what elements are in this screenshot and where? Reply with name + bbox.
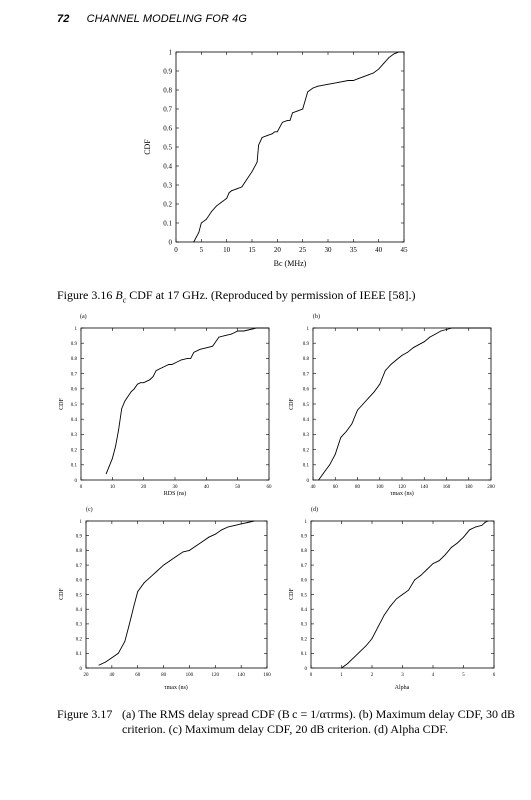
data-point bbox=[112, 458, 113, 459]
y-tick-label: 0.4 bbox=[163, 162, 172, 171]
series-line bbox=[342, 521, 488, 668]
data-point bbox=[277, 131, 278, 132]
data-point bbox=[399, 52, 400, 53]
y-tick-label: 0.5 bbox=[75, 593, 82, 599]
data-point bbox=[200, 349, 201, 350]
data-point bbox=[131, 616, 132, 617]
x-tick-label: 0 bbox=[79, 485, 83, 490]
y-tick-label: 1 bbox=[306, 326, 309, 332]
data-point bbox=[201, 223, 202, 224]
data-point bbox=[318, 86, 319, 87]
data-point bbox=[115, 446, 116, 447]
data-point bbox=[324, 472, 325, 473]
caption-text: CDF at 17 GHz. (Reproduced by permission of IEEE [58].) bbox=[126, 288, 416, 302]
data-point bbox=[256, 328, 257, 329]
x-axis-label: Alpha bbox=[394, 685, 410, 691]
data-point bbox=[172, 364, 173, 365]
y-tick-label: 0.8 bbox=[300, 549, 307, 555]
data-point bbox=[480, 328, 481, 329]
x-tick-label: 60 bbox=[135, 673, 141, 678]
data-point bbox=[189, 550, 190, 551]
x-tick-label: 3 bbox=[401, 673, 404, 678]
page-number: 72 bbox=[57, 13, 70, 25]
x-tick-label: 20 bbox=[141, 485, 147, 490]
data-point bbox=[258, 145, 259, 146]
data-point bbox=[183, 552, 184, 553]
data-point bbox=[439, 560, 440, 561]
data-point bbox=[390, 606, 391, 607]
y-tick-label: 0.2 bbox=[70, 448, 77, 454]
y-tick-label: 0.2 bbox=[75, 637, 82, 643]
data-point bbox=[99, 665, 100, 666]
data-point bbox=[463, 328, 464, 329]
data-point bbox=[168, 364, 169, 365]
caption-text: (a) The RMS delay spread CDF (B c = 1/ατrms). (b) Maximum delay CDF, 30 dB criterion. (c) Maximum delay CDF, 20 dB criterion. (d) Alpha CDF. bbox=[122, 707, 516, 736]
chart-fig317d bbox=[289, 506, 496, 691]
x-tick-label: 120 bbox=[398, 485, 406, 490]
x-tick-label: 10 bbox=[109, 485, 115, 490]
data-point bbox=[328, 84, 329, 85]
data-point bbox=[206, 219, 207, 220]
data-point bbox=[157, 571, 158, 572]
panel-label: (d) bbox=[311, 507, 318, 513]
data-point bbox=[420, 575, 421, 576]
data-point bbox=[463, 537, 464, 538]
data-point bbox=[237, 331, 238, 332]
x-axis-label: τmax (ns) bbox=[390, 491, 414, 497]
panel-label: (a) bbox=[80, 314, 87, 320]
chart-fig317b bbox=[289, 313, 495, 497]
series-line bbox=[319, 328, 491, 480]
data-point bbox=[244, 331, 245, 332]
x-tick-label: 30 bbox=[324, 246, 332, 254]
x-tick-label: 80 bbox=[355, 485, 360, 490]
y-tick-label: 0.1 bbox=[300, 652, 307, 658]
data-point bbox=[176, 556, 177, 557]
x-axis-label: RDS (ns) bbox=[163, 491, 187, 497]
data-point bbox=[156, 370, 157, 371]
data-point bbox=[211, 211, 212, 212]
data-point bbox=[338, 82, 339, 83]
data-point bbox=[457, 328, 458, 329]
data-point bbox=[137, 591, 138, 592]
data-point bbox=[247, 522, 248, 523]
data-point bbox=[485, 328, 486, 329]
x-tick-label: 4 bbox=[431, 673, 435, 678]
y-tick-label: 0.5 bbox=[302, 402, 309, 408]
y-tick-label: 1 bbox=[304, 519, 307, 525]
data-point bbox=[190, 358, 191, 359]
y-tick-label: 0 bbox=[79, 666, 82, 672]
data-point bbox=[481, 525, 482, 526]
y-tick-label: 1 bbox=[74, 326, 77, 332]
caption-label: Figure 3.17 bbox=[57, 707, 113, 721]
x-axis-label: τmax (ns) bbox=[164, 685, 188, 691]
data-point bbox=[384, 615, 385, 616]
data-point bbox=[318, 480, 319, 481]
y-tick-label: 1 bbox=[168, 48, 172, 57]
x-tick-label: 1 bbox=[340, 673, 343, 678]
data-point bbox=[290, 120, 291, 121]
y-tick-label: 0.4 bbox=[75, 607, 82, 613]
x-tick-label: 140 bbox=[420, 485, 428, 490]
data-point bbox=[373, 73, 374, 74]
y-axis-label: CDF bbox=[59, 398, 65, 410]
data-point bbox=[159, 369, 160, 370]
y-tick-label: 0.6 bbox=[300, 578, 307, 584]
y-tick-label: 0.9 bbox=[70, 341, 77, 347]
y-tick-label: 0.9 bbox=[300, 534, 307, 540]
y-tick-label: 0.3 bbox=[300, 622, 307, 628]
data-point bbox=[335, 454, 336, 455]
caption-label: Figure 3.16 bbox=[57, 288, 113, 302]
x-axis-label: Bc (MHz) bbox=[273, 259, 307, 268]
data-point bbox=[181, 360, 182, 361]
data-point bbox=[407, 352, 408, 353]
x-tick-label: 10 bbox=[223, 246, 231, 254]
data-point bbox=[124, 641, 125, 642]
data-point bbox=[414, 579, 415, 580]
data-point bbox=[137, 384, 138, 385]
data-point bbox=[163, 565, 164, 566]
data-point bbox=[143, 382, 144, 383]
data-point bbox=[469, 529, 470, 530]
data-point bbox=[231, 334, 232, 335]
data-point bbox=[347, 663, 348, 664]
data-point bbox=[215, 534, 216, 535]
data-point bbox=[267, 135, 268, 136]
data-point bbox=[391, 364, 392, 365]
y-tick-label: 0.1 bbox=[163, 219, 172, 228]
x-tick-label: 20 bbox=[83, 673, 89, 678]
data-point bbox=[229, 192, 230, 193]
data-point bbox=[128, 396, 129, 397]
data-point bbox=[219, 337, 220, 338]
x-tick-label: 100 bbox=[185, 673, 194, 678]
data-point bbox=[474, 328, 475, 329]
data-point bbox=[396, 599, 397, 600]
data-point bbox=[272, 133, 273, 134]
data-point bbox=[175, 363, 176, 364]
data-point bbox=[242, 187, 243, 188]
x-tick-label: 160 bbox=[263, 673, 271, 678]
data-point bbox=[165, 366, 166, 367]
data-point bbox=[131, 391, 132, 392]
data-point bbox=[262, 328, 263, 329]
x-tick-label: 40 bbox=[109, 673, 115, 678]
series-line bbox=[106, 328, 269, 474]
data-point bbox=[170, 560, 171, 561]
x-tick-label: 25 bbox=[299, 246, 307, 254]
x-tick-label: 200 bbox=[487, 485, 495, 490]
data-point bbox=[348, 80, 349, 81]
data-point bbox=[402, 594, 403, 595]
data-point bbox=[153, 376, 154, 377]
y-tick-label: 0.6 bbox=[70, 387, 77, 393]
y-tick-label: 0.7 bbox=[70, 372, 77, 378]
data-point bbox=[491, 328, 492, 329]
x-tick-label: 60 bbox=[332, 485, 338, 490]
data-point bbox=[341, 668, 342, 669]
data-point bbox=[358, 78, 359, 79]
y-tick-label: 0.8 bbox=[302, 357, 309, 363]
data-point bbox=[225, 335, 226, 336]
series-line bbox=[194, 52, 404, 242]
y-tick-label: 0.2 bbox=[163, 200, 172, 209]
y-tick-label: 0 bbox=[304, 666, 307, 672]
x-tick-label: 0 bbox=[309, 673, 313, 678]
data-point bbox=[346, 431, 347, 432]
x-tick-label: 40 bbox=[310, 485, 316, 490]
data-point bbox=[446, 329, 447, 330]
y-tick-label: 0 bbox=[168, 238, 172, 247]
data-point bbox=[234, 525, 235, 526]
data-point bbox=[252, 171, 253, 172]
y-tick-label: 0.3 bbox=[163, 181, 172, 190]
data-point bbox=[379, 384, 380, 385]
panel-label: (c) bbox=[86, 507, 93, 513]
y-tick-label: 0.6 bbox=[75, 578, 82, 584]
y-tick-label: 0.1 bbox=[302, 463, 309, 469]
data-point bbox=[372, 638, 373, 639]
x-tick-label: 45 bbox=[400, 246, 408, 254]
data-point bbox=[187, 358, 188, 359]
data-point bbox=[441, 331, 442, 332]
data-point bbox=[452, 328, 453, 329]
data-point bbox=[485, 522, 486, 523]
plot-frame bbox=[81, 328, 269, 480]
y-tick-label: 0.5 bbox=[70, 402, 77, 408]
plot-frame bbox=[313, 328, 491, 480]
y-axis-label: CDF bbox=[289, 588, 295, 600]
data-point bbox=[221, 202, 222, 203]
data-point bbox=[388, 57, 389, 58]
data-point bbox=[383, 63, 384, 64]
y-tick-label: 0 bbox=[306, 478, 309, 484]
data-point bbox=[307, 92, 308, 93]
data-point bbox=[292, 112, 293, 113]
data-point bbox=[198, 232, 199, 233]
data-point bbox=[378, 69, 379, 70]
data-point bbox=[125, 401, 126, 402]
data-point bbox=[144, 582, 145, 583]
data-point bbox=[196, 546, 197, 547]
data-point bbox=[385, 370, 386, 371]
data-point bbox=[162, 367, 163, 368]
x-tick-label: 140 bbox=[237, 673, 245, 678]
data-point bbox=[488, 521, 489, 522]
data-point bbox=[287, 120, 288, 121]
y-tick-label: 0.4 bbox=[302, 417, 309, 423]
x-tick-label: 50 bbox=[235, 485, 241, 490]
data-point bbox=[247, 179, 248, 180]
x-tick-label: 60 bbox=[266, 485, 272, 490]
data-point bbox=[221, 529, 222, 530]
y-tick-label: 0.6 bbox=[163, 124, 172, 133]
data-point bbox=[396, 360, 397, 361]
data-point bbox=[193, 242, 194, 243]
chart-fig317a bbox=[59, 313, 272, 497]
data-point bbox=[363, 404, 364, 405]
data-point bbox=[212, 346, 213, 347]
data-point bbox=[357, 410, 358, 411]
data-point bbox=[250, 329, 251, 330]
data-point bbox=[413, 347, 414, 348]
x-tick-label: 40 bbox=[203, 485, 209, 490]
series-line bbox=[99, 521, 254, 665]
data-point bbox=[262, 137, 263, 138]
data-point bbox=[378, 626, 379, 627]
y-tick-label: 0.3 bbox=[70, 433, 77, 439]
x-tick-label: 15 bbox=[248, 246, 256, 254]
panel-label: (b) bbox=[313, 314, 320, 320]
data-point bbox=[121, 408, 122, 409]
data-point bbox=[274, 131, 275, 132]
x-tick-label: 6 bbox=[492, 673, 496, 678]
data-point bbox=[208, 537, 209, 538]
x-tick-label: 30 bbox=[172, 485, 178, 490]
plot-frame bbox=[86, 521, 267, 668]
y-tick-label: 0.4 bbox=[300, 607, 307, 613]
y-tick-label: 0.7 bbox=[302, 372, 309, 378]
x-tick-label: 120 bbox=[211, 673, 220, 678]
data-point bbox=[402, 355, 403, 356]
y-axis-label: CDF bbox=[143, 139, 152, 155]
data-point bbox=[329, 464, 330, 465]
y-tick-label: 0.7 bbox=[75, 563, 82, 569]
x-tick-label: 160 bbox=[442, 485, 451, 490]
data-point bbox=[112, 657, 113, 658]
data-point bbox=[475, 527, 476, 528]
x-tick-label: 100 bbox=[376, 485, 384, 490]
data-point bbox=[374, 391, 375, 392]
y-tick-label: 0.8 bbox=[163, 86, 172, 95]
data-point bbox=[228, 527, 229, 528]
data-point bbox=[427, 569, 428, 570]
chart-fig316 bbox=[143, 48, 408, 268]
y-tick-label: 0.8 bbox=[70, 357, 77, 363]
x-tick-label: 180 bbox=[465, 485, 473, 490]
chart-fig317c bbox=[59, 506, 271, 691]
data-point bbox=[105, 662, 106, 663]
y-tick-label: 0.9 bbox=[75, 534, 82, 540]
data-point bbox=[368, 398, 369, 399]
x-tick-label: 40 bbox=[375, 246, 383, 254]
figure-3-16-caption: Figure 3.16 $B_c$ CDF at 17 GHz. (Reproduced by permission of IEEE [58].) bbox=[57, 288, 416, 305]
data-point bbox=[269, 328, 270, 329]
y-tick-label: 0.3 bbox=[75, 622, 82, 628]
y-tick-label: 0.3 bbox=[302, 433, 309, 439]
y-tick-label: 0.2 bbox=[302, 448, 309, 454]
data-point bbox=[106, 474, 107, 475]
data-point bbox=[146, 381, 147, 382]
data-point bbox=[133, 606, 134, 607]
data-point bbox=[282, 122, 283, 123]
data-point bbox=[418, 344, 419, 345]
y-tick-label: 0.6 bbox=[302, 387, 309, 393]
data-point bbox=[236, 188, 237, 189]
y-tick-label: 0.5 bbox=[300, 593, 307, 599]
data-point bbox=[433, 563, 434, 564]
data-point bbox=[457, 543, 458, 544]
data-point bbox=[118, 653, 119, 654]
data-point bbox=[206, 347, 207, 348]
y-tick-label: 0.2 bbox=[300, 637, 307, 643]
x-tick-label: 0 bbox=[174, 246, 178, 254]
y-tick-label: 0 bbox=[74, 478, 77, 484]
data-point bbox=[366, 646, 367, 647]
data-point bbox=[128, 626, 129, 627]
data-point bbox=[140, 382, 141, 383]
x-tick-label: 2 bbox=[370, 673, 374, 678]
data-point bbox=[424, 341, 425, 342]
caption-symbol: B bbox=[115, 288, 123, 302]
data-point bbox=[257, 162, 258, 163]
data-point bbox=[359, 651, 360, 652]
y-tick-label: 0.7 bbox=[300, 563, 307, 569]
data-point bbox=[363, 76, 364, 77]
data-point bbox=[231, 190, 232, 191]
data-point bbox=[193, 352, 194, 353]
x-tick-label: 5 bbox=[462, 673, 465, 678]
data-point bbox=[118, 429, 119, 430]
y-tick-label: 0.1 bbox=[70, 463, 77, 469]
y-tick-label: 0.5 bbox=[163, 143, 172, 152]
data-point bbox=[254, 521, 255, 522]
y-tick-label: 1 bbox=[79, 519, 82, 525]
y-tick-label: 0.1 bbox=[75, 652, 82, 658]
data-point bbox=[297, 111, 298, 112]
data-point bbox=[404, 52, 405, 53]
data-point bbox=[394, 54, 395, 55]
data-point bbox=[468, 328, 469, 329]
data-point bbox=[429, 337, 430, 338]
data-point bbox=[445, 554, 446, 555]
data-point bbox=[134, 388, 135, 389]
y-axis-label: CDF bbox=[59, 588, 65, 600]
data-point bbox=[150, 379, 151, 380]
data-point bbox=[226, 198, 227, 199]
data-point bbox=[353, 80, 354, 81]
data-point bbox=[408, 590, 409, 591]
x-tick-label: 35 bbox=[349, 246, 357, 254]
y-tick-label: 0.9 bbox=[163, 67, 172, 76]
data-point bbox=[150, 577, 151, 578]
data-point bbox=[435, 334, 436, 335]
data-point bbox=[340, 437, 341, 438]
running-title: CHANNEL MODELING FOR 4G bbox=[86, 13, 247, 25]
y-axis-label: CDF bbox=[289, 398, 295, 410]
x-tick-label: 20 bbox=[273, 246, 281, 254]
data-point bbox=[353, 657, 354, 658]
x-tick-label: 5 bbox=[199, 246, 204, 254]
y-tick-label: 0.8 bbox=[75, 549, 82, 555]
data-point bbox=[368, 74, 369, 75]
data-point bbox=[302, 109, 303, 110]
data-point bbox=[241, 524, 242, 525]
y-tick-label: 0.4 bbox=[70, 417, 77, 423]
data-point bbox=[352, 423, 353, 424]
y-tick-label: 0.7 bbox=[163, 105, 172, 114]
data-point bbox=[202, 541, 203, 542]
y-tick-label: 0.9 bbox=[302, 341, 309, 347]
data-point bbox=[109, 466, 110, 467]
data-point bbox=[216, 206, 217, 207]
data-point bbox=[312, 88, 313, 89]
x-tick-label: 80 bbox=[161, 673, 167, 678]
data-point bbox=[451, 547, 452, 548]
